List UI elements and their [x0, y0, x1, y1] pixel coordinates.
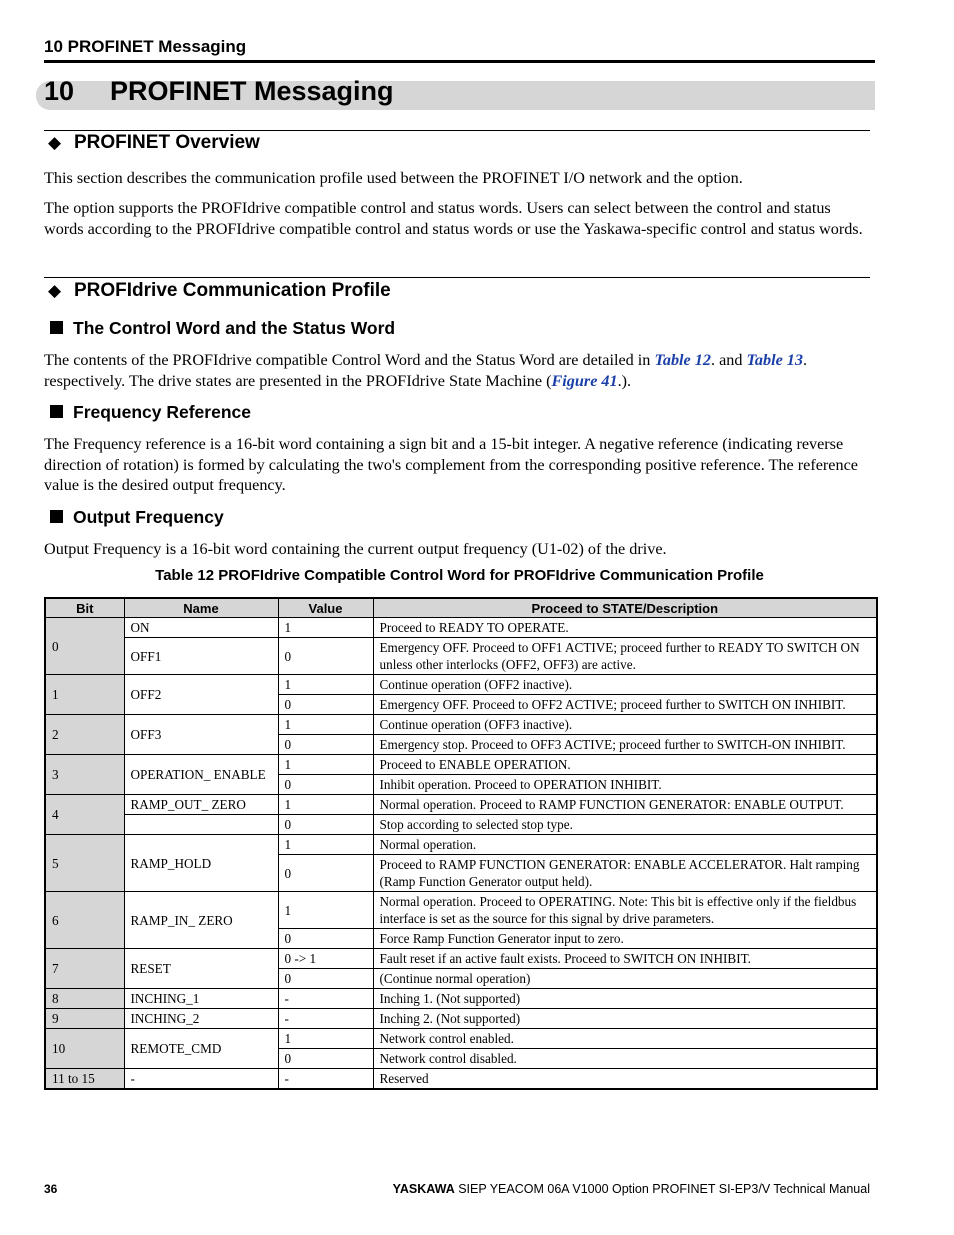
- value-cell: 1: [278, 795, 373, 815]
- table-row: [45, 1009, 877, 1029]
- bit-cell: 7: [45, 949, 124, 989]
- table-row: [45, 815, 877, 835]
- cs-text-d: .).: [617, 371, 632, 390]
- bit-cell: 6: [45, 892, 124, 949]
- section-rule: [44, 277, 870, 278]
- description-cell: (Continue normal operation): [373, 969, 877, 989]
- running-header: 10 PROFINET Messaging: [44, 37, 247, 56]
- table-row: [45, 618, 877, 638]
- bit-cell: 4: [45, 795, 124, 835]
- table-row: [45, 1069, 877, 1090]
- description-cell: Normal operation. Proceed to OPERATING. Note: This bit is effective only if the fieldbus interface is set as the source for this signal by drive parameters.: [373, 892, 877, 929]
- value-cell: 0: [278, 855, 373, 892]
- name-cell: RAMP_IN_ ZERO: [124, 892, 278, 949]
- control-word-table: [44, 597, 878, 1090]
- table-header-row: [45, 598, 877, 618]
- value-cell: 0: [278, 1049, 373, 1069]
- bit-cell: 9: [45, 1009, 124, 1029]
- column-header-name: Name: [124, 598, 278, 618]
- value-cell: -: [278, 1069, 373, 1090]
- table-13-link[interactable]: Table 13: [746, 351, 803, 369]
- section-rule: [44, 130, 870, 131]
- table-row: [45, 638, 877, 675]
- chapter-number: 10: [44, 76, 75, 106]
- name-cell: ON: [124, 618, 278, 638]
- name-cell: RAMP_OUT_ ZERO: [124, 795, 278, 815]
- diamond-icon: ◆: [48, 281, 62, 300]
- chapter-title: [44, 76, 394, 107]
- table-row: [45, 835, 877, 855]
- overview-paragraph-1: This section describes the communication profile used between the PROFINET I/O network and the option.: [44, 169, 743, 187]
- value-cell: 0 -> 1: [278, 949, 373, 969]
- footer-title: [393, 1182, 870, 1196]
- table-row: [45, 755, 877, 775]
- description-cell: Proceed to READY TO OPERATE.: [373, 618, 877, 638]
- value-cell: 0: [278, 929, 373, 949]
- description-cell: Proceed to ENABLE OPERATION.: [373, 755, 877, 775]
- frequency-reference-heading-text: Frequency Reference: [73, 402, 251, 422]
- value-cell: 0: [278, 775, 373, 795]
- table-caption: Table 12 PROFIdrive Compatible Control Word for PROFIdrive Communication Profile: [155, 567, 764, 584]
- bit-cell: 10: [45, 1029, 124, 1069]
- output-frequency-paragraph: Output Frequency is a 16-bit word containing the current output frequency (U1-02) of the drive.: [44, 540, 667, 558]
- bit-cell: 11 to 15: [45, 1069, 124, 1090]
- square-bullet-icon: [50, 321, 63, 334]
- value-cell: 1: [278, 675, 373, 695]
- name-cell: RAMP_HOLD: [124, 835, 278, 892]
- name-cell: [124, 815, 278, 835]
- value-cell: 0: [278, 695, 373, 715]
- description-cell: Network control enabled.: [373, 1029, 877, 1049]
- bit-cell: 1: [45, 675, 124, 715]
- description-cell: Inching 2. (Not supported): [373, 1009, 877, 1029]
- output-frequency-heading-text: Output Frequency: [73, 507, 224, 527]
- value-cell: 1: [278, 892, 373, 929]
- footer-doc: SIEP YEACOM 06A V1000 Option PROFINET SI-EP3/V Technical Manual: [454, 1182, 870, 1196]
- value-cell: 1: [278, 618, 373, 638]
- name-cell: OPERATION_ ENABLE: [124, 755, 278, 795]
- bit-cell: 0: [45, 618, 124, 675]
- description-cell: Inching 1. (Not supported): [373, 989, 877, 1009]
- profile-heading: [48, 280, 391, 302]
- table-row: [45, 892, 877, 929]
- control-status-heading: [50, 318, 395, 339]
- name-cell: -: [124, 1069, 278, 1090]
- control-status-heading-text: The Control Word and the Status Word: [73, 318, 396, 338]
- description-cell: Proceed to RAMP FUNCTION GENERATOR: ENABLE ACCELERATOR. Halt ramping (Ramp Function Generator output held).: [373, 855, 877, 892]
- value-cell: 0: [278, 815, 373, 835]
- description-cell: Continue operation (OFF3 inactive).: [373, 715, 877, 735]
- name-cell: RESET: [124, 949, 278, 989]
- value-cell: 1: [278, 755, 373, 775]
- overview-paragraph-2: The option supports the PROFIdrive compatible control and status words. Users can select between the control and status words according to the PROFIdrive compatible control and status words or use the Yaskawa-specific control and status words.: [44, 199, 863, 238]
- description-cell: Continue operation (OFF2 inactive).: [373, 675, 877, 695]
- bit-cell: 2: [45, 715, 124, 755]
- table-row: [45, 989, 877, 1009]
- table-row: [45, 949, 877, 969]
- control-status-paragraph: [44, 350, 874, 391]
- description-cell: Normal operation. Proceed to RAMP FUNCTION GENERATOR: ENABLE OUTPUT.: [373, 795, 877, 815]
- table-row: [45, 715, 877, 735]
- name-cell: OFF1: [124, 638, 278, 675]
- value-cell: 1: [278, 715, 373, 735]
- name-cell: OFF3: [124, 715, 278, 755]
- name-cell: INCHING_1: [124, 989, 278, 1009]
- overview-heading-text: PROFINET Overview: [74, 132, 260, 153]
- description-cell: Emergency OFF. Proceed to OFF2 ACTIVE; proceed further to SWITCH ON INHIBIT.: [373, 695, 877, 715]
- table-12-link[interactable]: Table 12: [654, 351, 711, 369]
- bit-cell: 3: [45, 755, 124, 795]
- table-row: [45, 795, 877, 815]
- output-frequency-heading: [50, 507, 224, 528]
- footer-brand: YASKAWA: [392, 1182, 455, 1196]
- value-cell: 0: [278, 969, 373, 989]
- name-cell: INCHING_2: [124, 1009, 278, 1029]
- value-cell: 0: [278, 638, 373, 675]
- value-cell: 1: [278, 835, 373, 855]
- page-number: 36: [44, 1182, 58, 1196]
- column-header-bit: Bit: [45, 598, 124, 618]
- cs-text-a: The contents of the PROFIdrive compatible Control Word and the Status Word are detailed in: [44, 351, 655, 369]
- square-bullet-icon: [50, 510, 63, 523]
- description-cell: Reserved: [373, 1069, 877, 1090]
- column-header-description: Proceed to STATE/Description: [373, 598, 877, 618]
- cs-text-c: . respectively. The drive states are presented in the PROFIdrive State Machine (: [44, 351, 808, 390]
- description-cell: Normal operation.: [373, 835, 877, 855]
- value-cell: 0: [278, 735, 373, 755]
- profile-heading-text: PROFIdrive Communication Profile: [74, 280, 391, 301]
- value-cell: 1: [278, 1029, 373, 1049]
- overview-heading: [48, 132, 260, 154]
- description-cell: Stop according to selected stop type.: [373, 815, 877, 835]
- chapter-title-text: PROFINET Messaging: [110, 76, 394, 106]
- bit-cell: 8: [45, 989, 124, 1009]
- name-cell: OFF2: [124, 675, 278, 715]
- column-header-value: Value: [278, 598, 373, 618]
- value-cell: -: [278, 1009, 373, 1029]
- description-cell: Emergency OFF. Proceed to OFF1 ACTIVE; proceed further to READY TO SWITCH ON unless other interlocks (OFF2, OFF3) are active.: [373, 638, 877, 675]
- frequency-reference-heading: [50, 402, 251, 423]
- description-cell: Inhibit operation. Proceed to OPERATION INHIBIT.: [373, 775, 877, 795]
- diamond-icon: ◆: [48, 133, 62, 152]
- frequency-reference-paragraph: The Frequency reference is a 16-bit word containing a sign bit and a 15-bit integer. A negative reference (indicating reverse direction of rotation) is formed by calculating the two's complement from the corresponding positive reference. The reference value is the desired output frequency.: [44, 435, 858, 494]
- square-bullet-icon: [50, 405, 63, 418]
- description-cell: Force Ramp Function Generator input to zero.: [373, 929, 877, 949]
- figure-41-link[interactable]: Figure 41: [551, 371, 618, 390]
- description-cell: Fault reset if an active fault exists. Proceed to SWITCH ON INHIBIT.: [373, 949, 877, 969]
- table-row: [45, 1029, 877, 1049]
- cs-text-b: . and: [710, 351, 747, 369]
- description-cell: Network control disabled.: [373, 1049, 877, 1069]
- description-cell: Emergency stop. Proceed to OFF3 ACTIVE; proceed further to SWITCH-ON INHIBIT.: [373, 735, 877, 755]
- value-cell: -: [278, 989, 373, 1009]
- name-cell: REMOTE_CMD: [124, 1029, 278, 1069]
- table-row: [45, 675, 877, 695]
- header-rule: [44, 60, 875, 63]
- bit-cell: 5: [45, 835, 124, 892]
